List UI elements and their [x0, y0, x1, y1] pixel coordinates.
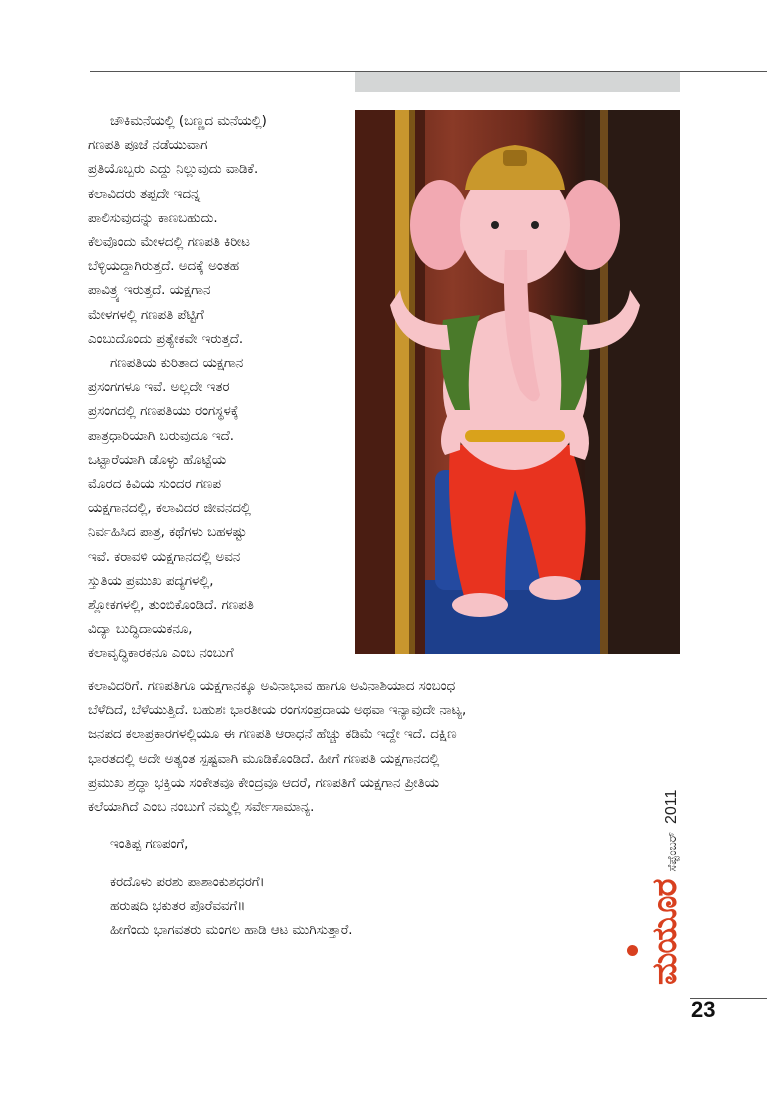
masthead-month: ಸೆಪ್ಟೆಂಬರ್	[665, 831, 679, 872]
text-line: ಒಟ್ಟಾರೆಯಾಗಿ ಡೊಳ್ಳು ಹೊಟ್ಟೆಯ	[88, 452, 226, 468]
text-line: ಗಣಪತಿಯ ಕುರಿತಾದ ಯಕ್ಷಗಾನ	[110, 356, 244, 372]
text-line: ಕಲಾವೃದ್ಧಿಕಾರಕನೂ ಎಂಬ ನಂಬುಗೆ	[88, 646, 234, 662]
ganesha-illustration	[355, 110, 680, 654]
text-line: ಚೌಕಿಮನೆಯಲ್ಲಿ (ಬಣ್ಣದ ಮನೆಯಲ್ಲಿ)	[110, 114, 267, 129]
masthead-dot	[627, 945, 638, 956]
text-line: ಮೇಳಗಳಲ್ಲಿ ಗಣಪತಿ ಪೆಟ್ಟಿಗೆ	[88, 307, 204, 323]
text-line: ಬೆಳ್ಳಿಯದ್ದಾಗಿರುತ್ತದೆ. ಅದಕ್ಕೆ ಅಂತಹ	[88, 259, 239, 275]
text-line: ಪ್ರತಿಯೊಬ್ಬರು ಎದ್ದು ನಿಲ್ಲುವುದು ವಾಡಿಕೆ.	[88, 162, 259, 178]
text-line: ಪ್ರಮುಖ ಶ್ರದ್ಧಾ ಭಕ್ತಿಯ ಸಂಕೇತವೂ ಕೇಂದ್ರವೂ ಆದರೆ, ಗಣಪತಿಗೆ ಯಕ್ಷಗಾನ ಪ್ರೀತಿಯ	[88, 775, 439, 791]
paragraph-1	[88, 110, 350, 352]
text-line: ಎಂಬುದೊಂದು ಪ್ರತ್ಯೇಕವೇ ಇರುತ್ತದೆ.	[88, 331, 244, 347]
text-line: ಪ್ರಸಂಗಗಳೂ ಇವೆ. ಅಲ್ಲದೇ ಇತರ	[88, 380, 230, 396]
text-line: ಇವೆ. ಕರಾವಳಿ ಯಕ್ಷಗಾನದಲ್ಲಿ ಅವನ	[88, 549, 241, 565]
page-number: 23	[691, 997, 716, 1022]
text-line: ಯಕ್ಷಗಾನದಲ್ಲಿ, ಕಲಾವಿದರ ಜೀವನದಲ್ಲಿ	[88, 501, 251, 517]
verse-line: ಹರುಷದಿ ಭಕುತರ ಪೊರೆವವಗೆ॥	[110, 899, 246, 915]
text-line: ಸ್ತುತಿಯ ಪ್ರಮುಖ ಪದ್ಯಗಳಲ್ಲಿ,	[88, 573, 214, 589]
closing-line-block	[110, 833, 188, 857]
wide-paragraph	[88, 675, 648, 820]
masthead	[645, 790, 685, 985]
text-line: ಶ್ಲೋಕಗಳಲ್ಲಿ, ತುಂಬಿಕೊಂಡಿದೆ. ಗಣಪತಿ	[88, 598, 254, 614]
text-line: ಪ್ರಸಂಗದಲ್ಲಿ ಗಣಪತಿಯು ರಂಗಸ್ಥಳಕ್ಕೆ	[88, 404, 239, 420]
text-line: ನಿರ್ವಹಿಸಿದ ಪಾತ್ರ, ಕಥೆಗಳು ಬಹಳಷ್ಟು	[88, 525, 247, 541]
verse-line: ಕರದೊಳು ಪರಶು ಪಾಶಾಂಕುಶಧರಗೆ।	[110, 875, 265, 890]
text-line: ಬೆಳೆದಿದೆ, ಬೆಳೆಯುತ್ತಿದೆ. ಬಹುಶಃ ಭಾರತೀಯ ರಂಗಸಂಪ್ರದಾಯ ಅಥವಾ ಇನ್ಯಾವುದೇ ನಾಟ್ಯ,	[88, 703, 467, 719]
paragraph-2	[88, 352, 350, 667]
text-line: ಮೊರದ ಕಿವಿಯ ಸುಂದರ ಗಣಪ	[88, 477, 221, 493]
text-line: ಕಲಾವಿದರು ತಪ್ಪದೇ ಇದನ್ನ	[88, 186, 201, 202]
text-line: ಕೆಲವೊಂದು ಮೇಳದಲ್ಲಿ ಗಣಪತಿ ಕಿರೀಟ	[88, 235, 250, 251]
verse-block	[110, 871, 353, 944]
masthead-brand: ಮಯೂರ	[645, 879, 685, 985]
text-line: ಪಾವಿತ್ರ್ಯ ಇರುತ್ತದೆ. ಯಕ್ಷಗಾನ	[88, 283, 211, 299]
text-line: ಕಲೆಯಾಗಿದೆ ಎಂಬ ನಂಬುಗೆ ನಮ್ಮಲ್ಲಿ ಸರ್ವೇಸಾಮಾನ್ಯ.	[88, 800, 315, 816]
masthead-year: 2011	[663, 789, 680, 824]
ganesha-photo	[355, 110, 680, 654]
header-band	[355, 72, 680, 92]
text-column	[88, 110, 350, 667]
text-line: ಪಾಲಿಸುವುದನ್ನು ಕಾಣಬಹುದು.	[88, 210, 218, 226]
text-line: ಕಲಾವಿದರಿಗೆ. ಗಣಪತಿಗೂ ಯಕ್ಷಗಾನಕ್ಕೂ ಅವಿನಾಭಾವ ಹಾಗೂ ಅವಿನಾಶಿಯಾದ ಸಂಬಂಧ	[88, 679, 456, 694]
text-line: ಗಣಪತಿ ಪೂಜೆ ನಡೆಯುವಾಗ	[88, 138, 208, 154]
text-line: ಪಾತ್ರಧಾರಿಯಾಗಿ ಬರುವುದೂ ಇದೆ.	[88, 428, 234, 444]
text-line: ವಿದ್ಯಾ ಬುದ್ಧಿದಾಯಕನೂ,	[88, 622, 193, 638]
closing-line: ಇಂತಿಪ್ಪ ಗಣಪಂಗೆ,	[110, 837, 189, 852]
text-line: ಭಾರತದಲ್ಲಿ ಅದೇ ಅತ್ಯಂತ ಸ್ಪಷ್ಟವಾಗಿ ಮೂಡಿಕೊಂಡಿದೆ. ಹೀಗೆ ಗಣಪತಿ ಯಕ್ಷಗಾನದಲ್ಲಿ	[88, 751, 440, 767]
verse-line: ಹೀಗೆಂದು ಭಾಗವತರು ಮಂಗಲ ಹಾಡಿ ಆಟ ಮುಗಿಸುತ್ತಾರೆ.	[110, 923, 353, 939]
text-line: ಜನಪದ ಕಲಾಪ್ರಕಾರಗಳಲ್ಲಿಯೂ ಈ ಗಣಪತಿ ಆರಾಧನೆ ಹೆಚ್ಚು ಕಡಿಮೆ ಇದ್ದೇ ಇದೆ. ದಕ್ಷಿಣ	[88, 727, 457, 743]
